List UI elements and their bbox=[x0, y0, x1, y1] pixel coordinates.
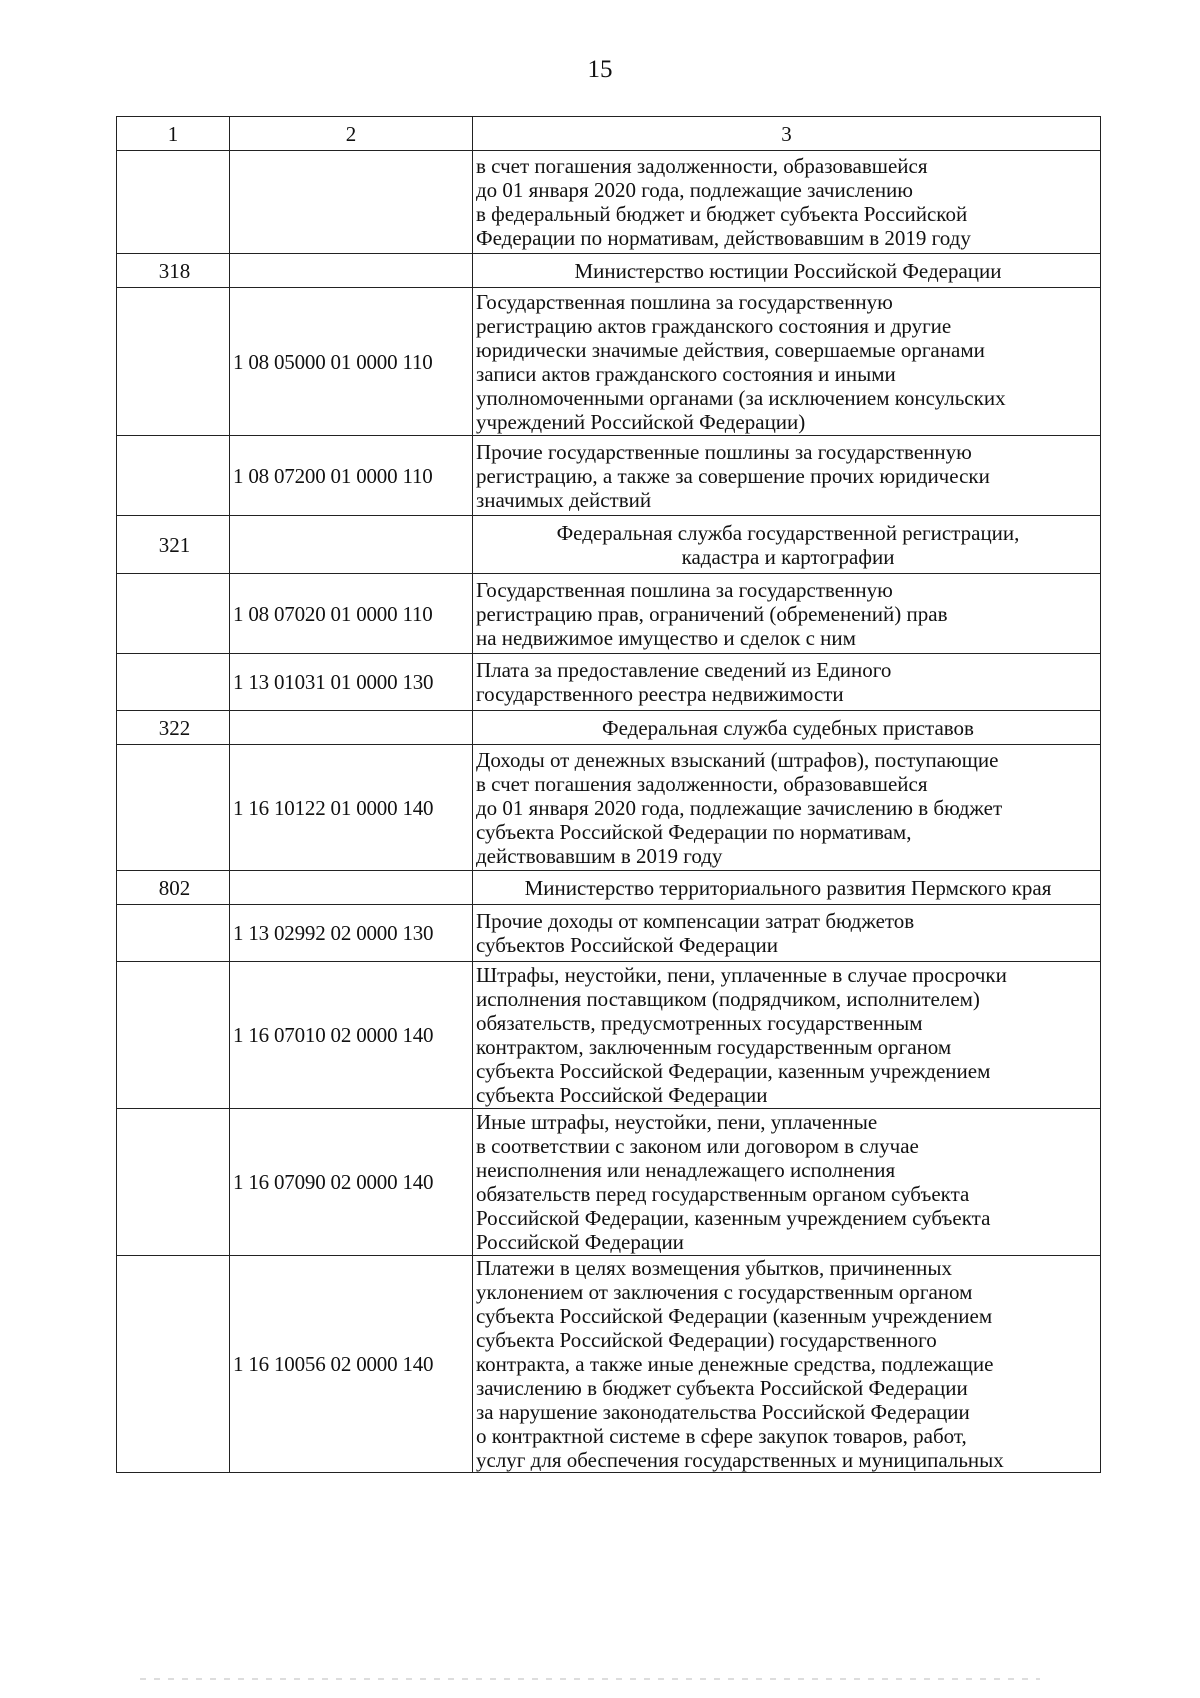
table-row bbox=[117, 654, 1101, 711]
text-line: субъектов Российской Федерации bbox=[476, 933, 779, 957]
table-row bbox=[117, 1256, 1101, 1473]
description-cell bbox=[473, 436, 1101, 516]
text-line: в счет погашения задолженности, образовавшейся bbox=[476, 154, 928, 178]
revenue-code-cell: 1 16 10056 02 0000 140 bbox=[230, 1256, 473, 1473]
page-number: 15 bbox=[587, 56, 613, 83]
revenue-code-cell: 1 16 07090 02 0000 140 bbox=[230, 1109, 473, 1256]
agency-code-cell bbox=[117, 654, 230, 711]
revenue-code-cell bbox=[230, 254, 473, 288]
agency-heading-row bbox=[117, 871, 1101, 905]
agency-code-cell: 322 bbox=[117, 711, 230, 745]
revenue-code-cell: 1 16 10122 01 0000 140 bbox=[230, 745, 473, 871]
text-line: Плата за предоставление сведений из Единого bbox=[476, 658, 892, 682]
description-cell bbox=[473, 288, 1101, 436]
revenue-code-cell bbox=[230, 871, 473, 905]
description-cell bbox=[473, 151, 1101, 254]
text-line: в счет погашения задолженности, образовавшейся bbox=[476, 771, 928, 796]
text-line: зачислению в бюджет субъекта Российской Федерации bbox=[476, 1376, 968, 1400]
description-cell bbox=[473, 574, 1101, 654]
text-line: записи актов гражданского состояния и иными bbox=[476, 361, 896, 386]
agency-name-cell bbox=[473, 871, 1101, 905]
agency-code-cell bbox=[117, 574, 230, 654]
revenue-code-cell: 1 13 01031 01 0000 130 bbox=[230, 654, 473, 711]
text-line: регистрацию, а также за совершение прочих юридически bbox=[476, 463, 990, 488]
agency-code-cell bbox=[117, 1256, 230, 1473]
text-line: Прочие доходы от компенсации затрат бюджетов bbox=[476, 909, 915, 933]
revenue-code-cell: 1 08 07200 01 0000 110 bbox=[230, 436, 473, 516]
table-row bbox=[117, 288, 1101, 436]
text-line: Федеральная служба государственной регистрации, bbox=[556, 520, 1020, 545]
agency-name-cell bbox=[473, 711, 1101, 745]
description-cell bbox=[473, 962, 1101, 1109]
text-line: субъекта Российской Федерации bbox=[476, 1083, 768, 1107]
text-line: Доходы от денежных взысканий (штрафов), поступающие bbox=[476, 747, 999, 772]
text-line: Государственная пошлина за государственную bbox=[476, 289, 893, 314]
revenue-code-cell: 1 08 05000 01 0000 110 bbox=[230, 288, 473, 436]
text-line: до 01 января 2020 года, подлежащие зачислению bbox=[476, 178, 913, 202]
table-row bbox=[117, 905, 1101, 962]
text-line: значимых действий bbox=[476, 487, 652, 512]
agency-name-cell bbox=[473, 254, 1101, 288]
text-line: обязательств, предусмотренных государственным bbox=[476, 1011, 923, 1035]
header-col-3: 3 bbox=[473, 117, 1101, 151]
text-line: Российской Федерации bbox=[476, 1230, 684, 1254]
agency-code-cell: 802 bbox=[117, 871, 230, 905]
revenue-code-cell bbox=[230, 516, 473, 574]
text-line: за нарушение законодательства Российской Федерации bbox=[476, 1400, 970, 1424]
table-row bbox=[117, 436, 1101, 516]
text-line: Прочие государственные пошлины за государственную bbox=[476, 439, 972, 464]
agency-code-cell bbox=[117, 745, 230, 871]
agency-code-cell bbox=[117, 905, 230, 962]
text-line: услуг для обеспечения государственных и муниципальных bbox=[476, 1448, 1004, 1472]
revenue-code-cell: 1 16 07010 02 0000 140 bbox=[230, 962, 473, 1109]
text-line: о контрактной системе в сфере закупок товаров, работ, bbox=[476, 1424, 967, 1448]
table-row bbox=[117, 745, 1101, 871]
table-row bbox=[117, 574, 1101, 654]
revenue-code-cell: 1 08 07020 01 0000 110 bbox=[230, 574, 473, 654]
header-col-1: 1 bbox=[117, 117, 230, 151]
text-line: учреждений Российской Федерации) bbox=[476, 409, 806, 434]
description-cell bbox=[473, 654, 1101, 711]
text-line: уклонением от заключения с государственным органом bbox=[476, 1280, 973, 1304]
description-cell bbox=[473, 905, 1101, 962]
text-line: на недвижимое имущество и сделок с ним bbox=[476, 625, 856, 650]
description-cell bbox=[473, 1109, 1101, 1256]
text-line: контракта, а также иные денежные средства, подлежащие bbox=[476, 1352, 994, 1376]
revenue-code-cell: 1 13 02992 02 0000 130 bbox=[230, 905, 473, 962]
agency-code-cell bbox=[117, 151, 230, 254]
text-line: до 01 января 2020 года, подлежащие зачислению в бюджет bbox=[476, 795, 1003, 820]
agency-code-cell bbox=[117, 436, 230, 516]
agency-code-cell bbox=[117, 962, 230, 1109]
table-row bbox=[117, 962, 1101, 1109]
agency-code-cell: 321 bbox=[117, 516, 230, 574]
revenue-code-cell bbox=[230, 151, 473, 254]
text-line: субъекта Российской Федерации) государственного bbox=[476, 1328, 937, 1352]
text-line: исполнения поставщиком (подрядчиком, исполнителем) bbox=[476, 987, 980, 1011]
agency-code-cell bbox=[117, 1109, 230, 1256]
text-line: Министерство юстиции Российской Федерации bbox=[574, 258, 1002, 283]
agency-heading-row bbox=[117, 711, 1101, 745]
agency-name-cell bbox=[473, 516, 1101, 574]
text-line: Федеральная служба судебных приставов bbox=[602, 715, 974, 740]
text-line: уполномоченными органами (за исключением консульских bbox=[476, 385, 1006, 410]
scan-artifact-line bbox=[140, 1678, 1040, 1680]
text-line: юридически значимые действия, совершаемые органами bbox=[476, 337, 985, 362]
table-header-row bbox=[117, 117, 1101, 151]
revenue-codes-table bbox=[116, 116, 1101, 1473]
text-line: Министерство территориального развития Пермского края bbox=[524, 875, 1052, 900]
text-line: в федеральный бюджет и бюджет субъекта Российской bbox=[476, 202, 968, 226]
agency-heading-row bbox=[117, 516, 1101, 574]
text-line: Платежи в целях возмещения убытков, причиненных bbox=[476, 1256, 952, 1280]
text-line: Федерации по нормативам, действовавшим в 2019 году bbox=[476, 226, 971, 250]
text-line: контрактом, заключенным государственным органом bbox=[476, 1035, 952, 1059]
text-line: в соответствии с законом или договором в случае bbox=[476, 1134, 919, 1158]
text-line: субъекта Российской Федерации (казенным учреждением bbox=[476, 1304, 993, 1328]
text-line: Российской Федерации, казенным учреждением субъекта bbox=[476, 1206, 991, 1230]
text-line: Иные штрафы, неустойки, пени, уплаченные bbox=[476, 1110, 878, 1134]
description-cell bbox=[473, 1256, 1101, 1473]
text-line: Штрафы, неустойки, пени, уплаченные в случае просрочки bbox=[476, 963, 1007, 987]
text-line: субъекта Российской Федерации, казенным учреждением bbox=[476, 1059, 991, 1083]
revenue-code-cell bbox=[230, 711, 473, 745]
text-line: неисполнения или ненадлежащего исполнения bbox=[476, 1158, 896, 1182]
text-line: регистрацию актов гражданского состояния и другие bbox=[476, 313, 952, 338]
table-row bbox=[117, 1109, 1101, 1256]
text-line: кадастра и картографии bbox=[681, 544, 895, 569]
agency-heading-row bbox=[117, 254, 1101, 288]
text-line: Государственная пошлина за государственную bbox=[476, 577, 893, 602]
text-line: государственного реестра недвижимости bbox=[476, 682, 844, 706]
text-line: субъекта Российской Федерации по нормативам, bbox=[476, 819, 912, 844]
table-row bbox=[117, 151, 1101, 254]
text-line: регистрацию прав, ограничений (обременений) прав bbox=[476, 601, 948, 626]
header-col-2: 2 bbox=[230, 117, 473, 151]
text-line: обязательств перед государственным органом субъекта bbox=[476, 1182, 970, 1206]
agency-code-cell bbox=[117, 288, 230, 436]
text-line: действовавшим в 2019 году bbox=[476, 843, 723, 868]
description-cell bbox=[473, 745, 1101, 871]
agency-code-cell: 318 bbox=[117, 254, 230, 288]
